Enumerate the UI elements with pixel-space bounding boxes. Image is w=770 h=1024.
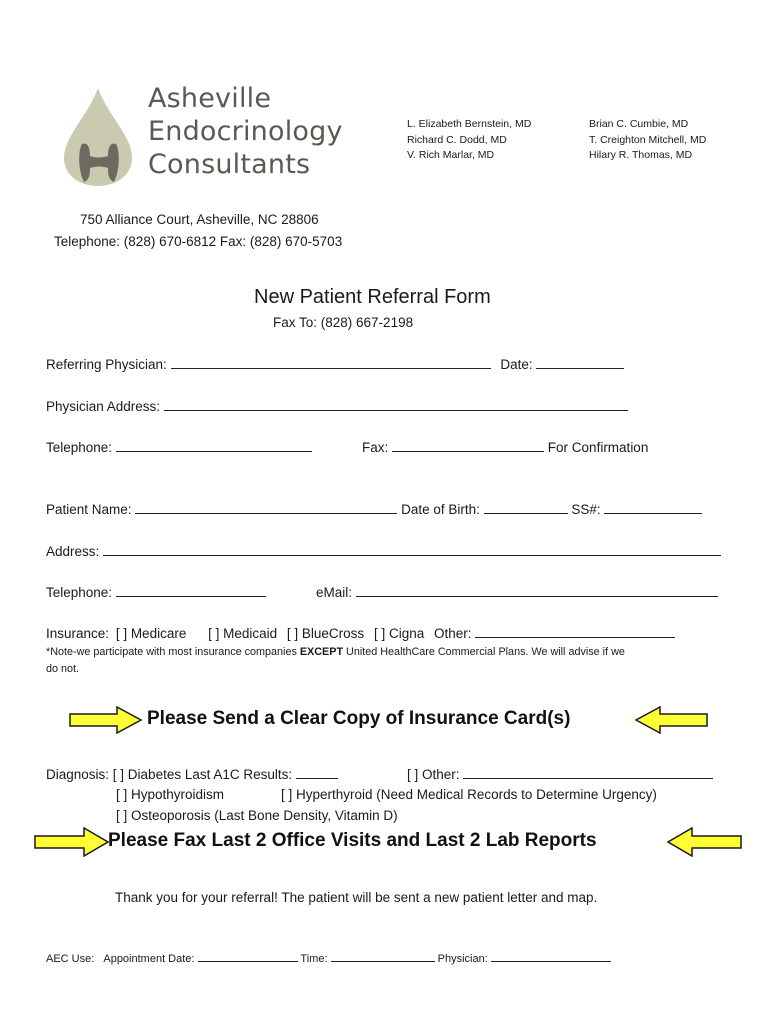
date-field[interactable] xyxy=(536,356,624,369)
physician-address-row xyxy=(46,398,628,414)
telephone-label: Telephone: xyxy=(46,440,113,455)
patient-telephone-label: Telephone: xyxy=(46,585,113,600)
referring-physician-row xyxy=(46,356,624,372)
left-arrow-icon xyxy=(666,827,742,857)
insurance-note-text: *Note-we participate with most insurance companies xyxy=(46,646,300,658)
fax-to: Fax To: (828) 667-2198 xyxy=(273,315,414,330)
patient-address-label: Address: xyxy=(46,544,100,559)
patient-name-field[interactable] xyxy=(135,501,397,514)
logo-text-line2: Endocrinology xyxy=(148,116,343,147)
ss-label: SS#: xyxy=(571,502,601,517)
patient-name-label: Patient Name: xyxy=(46,502,132,517)
referring-physician-field[interactable] xyxy=(171,356,491,369)
referrer-telephone-field[interactable] xyxy=(116,439,312,452)
ss-field[interactable] xyxy=(604,501,702,514)
insurance-medicaid-checkbox[interactable]: [ ] Medicaid xyxy=(208,626,278,641)
diagnosis-other-row xyxy=(407,766,713,782)
diagnosis-label: Diagnosis: xyxy=(46,767,110,782)
dob-label: Date of Birth: xyxy=(401,502,480,517)
a1c-results-field[interactable] xyxy=(296,766,338,779)
insurance-other-field[interactable] xyxy=(475,625,675,638)
insurance-row xyxy=(46,625,675,641)
logo-text-line3: Consultants xyxy=(148,149,311,180)
physician-name: Hilary R. Thomas, MD xyxy=(589,149,693,161)
insurance-note-bold: EXCEPT xyxy=(299,646,344,658)
logo-drop-icon xyxy=(58,86,140,188)
hypothyroidism-checkbox[interactable]: [ ] Hypothyroidism xyxy=(116,787,225,802)
patient-email-row xyxy=(316,584,718,600)
form-title: New Patient Referral Form xyxy=(254,286,491,308)
aec-use-row xyxy=(46,951,611,965)
physician-name: V. Rich Marlar, MD xyxy=(407,149,495,161)
insurance-card-banner: Please Send a Clear Copy of Insurance Card(s) xyxy=(147,708,571,729)
diabetes-checkbox[interactable]: [ ] Diabetes Last A1C Results: xyxy=(112,767,293,782)
fax-label: Fax: xyxy=(362,440,389,455)
dob-field[interactable] xyxy=(484,501,568,514)
physician-name: Richard C. Dodd, MD xyxy=(407,133,507,146)
insurance-medicare-checkbox[interactable]: [ ] Medicare xyxy=(115,626,187,641)
osteoporosis-checkbox[interactable]: [ ] Osteoporosis (Last Bone Density, Vitamin D) xyxy=(116,808,398,823)
physician-name: Brian C. Cumbie, MD xyxy=(589,118,689,130)
appointment-date-label: Appointment Date: xyxy=(103,953,195,965)
date-label: Date: xyxy=(500,357,533,372)
clinic-phones: Telephone: (828) 670-6812 Fax: (828) 670-5703 xyxy=(54,234,343,249)
patient-email-field[interactable] xyxy=(356,584,718,597)
insurance-note xyxy=(46,644,625,678)
insurance-bluecross-checkbox[interactable]: [ ] BlueCross xyxy=(286,626,365,641)
patient-address-field[interactable] xyxy=(103,543,721,556)
insurance-note-text: do not. xyxy=(46,663,80,675)
patient-telephone-field[interactable] xyxy=(116,584,266,597)
insurance-other-label: Other: xyxy=(434,626,472,641)
time-label: Time: xyxy=(300,953,328,965)
aec-physician-label: Physician: xyxy=(437,953,488,965)
right-arrow-icon xyxy=(69,706,143,734)
physician-name: L. Elizabeth Bernstein, MD xyxy=(407,118,532,130)
left-arrow-icon xyxy=(634,706,708,734)
right-arrow-icon xyxy=(34,827,110,857)
thank-you-message: Thank you for your referral! The patient will be sent a new patient letter and map. xyxy=(115,890,598,905)
physician-address-label: Physician Address: xyxy=(46,399,161,414)
insurance-label: Insurance: xyxy=(46,626,110,641)
clinic-address: 750 Alliance Court, Asheville, NC 28806 xyxy=(80,212,319,227)
diagnosis-other-field[interactable] xyxy=(463,766,713,779)
referring-physician-label: Referring Physician: xyxy=(46,357,167,372)
appointment-date-field[interactable] xyxy=(198,951,298,962)
insurance-note-text: United HealthCare Commercial Plans. We will advise if we xyxy=(343,646,625,658)
referrer-fax-field[interactable] xyxy=(392,439,544,452)
fax-confirmation-label: For Confirmation xyxy=(547,440,649,455)
logo-text-line1: Asheville xyxy=(148,83,272,114)
referrer-telephone-row xyxy=(46,439,312,455)
patient-telephone-row xyxy=(46,584,266,600)
office-visits-banner: Please Fax Last 2 Office Visits and Last 2 Lab Reports xyxy=(108,830,597,851)
time-field[interactable] xyxy=(331,951,435,962)
physician-list-col1 xyxy=(407,117,531,164)
insurance-cigna-checkbox[interactable]: [ ] Cigna xyxy=(373,626,425,641)
hyperthyroid-checkbox[interactable]: [ ] Hyperthyroid (Need Medical Records to Determine Urgency) xyxy=(281,787,657,802)
diagnosis-other-checkbox[interactable]: [ ] Other: xyxy=(407,767,460,782)
physician-address-field[interactable] xyxy=(164,398,628,411)
physician-name: T. Creighton Mitchell, MD xyxy=(589,133,707,146)
aec-use-label: AEC Use: xyxy=(46,953,95,965)
patient-name-row xyxy=(46,501,702,517)
referrer-fax-row xyxy=(362,439,648,455)
aec-physician-field[interactable] xyxy=(491,951,611,962)
patient-address-row xyxy=(46,543,721,559)
physician-list-col2 xyxy=(589,117,706,164)
diagnosis-row-1 xyxy=(46,766,338,782)
email-label: eMail: xyxy=(316,585,353,600)
